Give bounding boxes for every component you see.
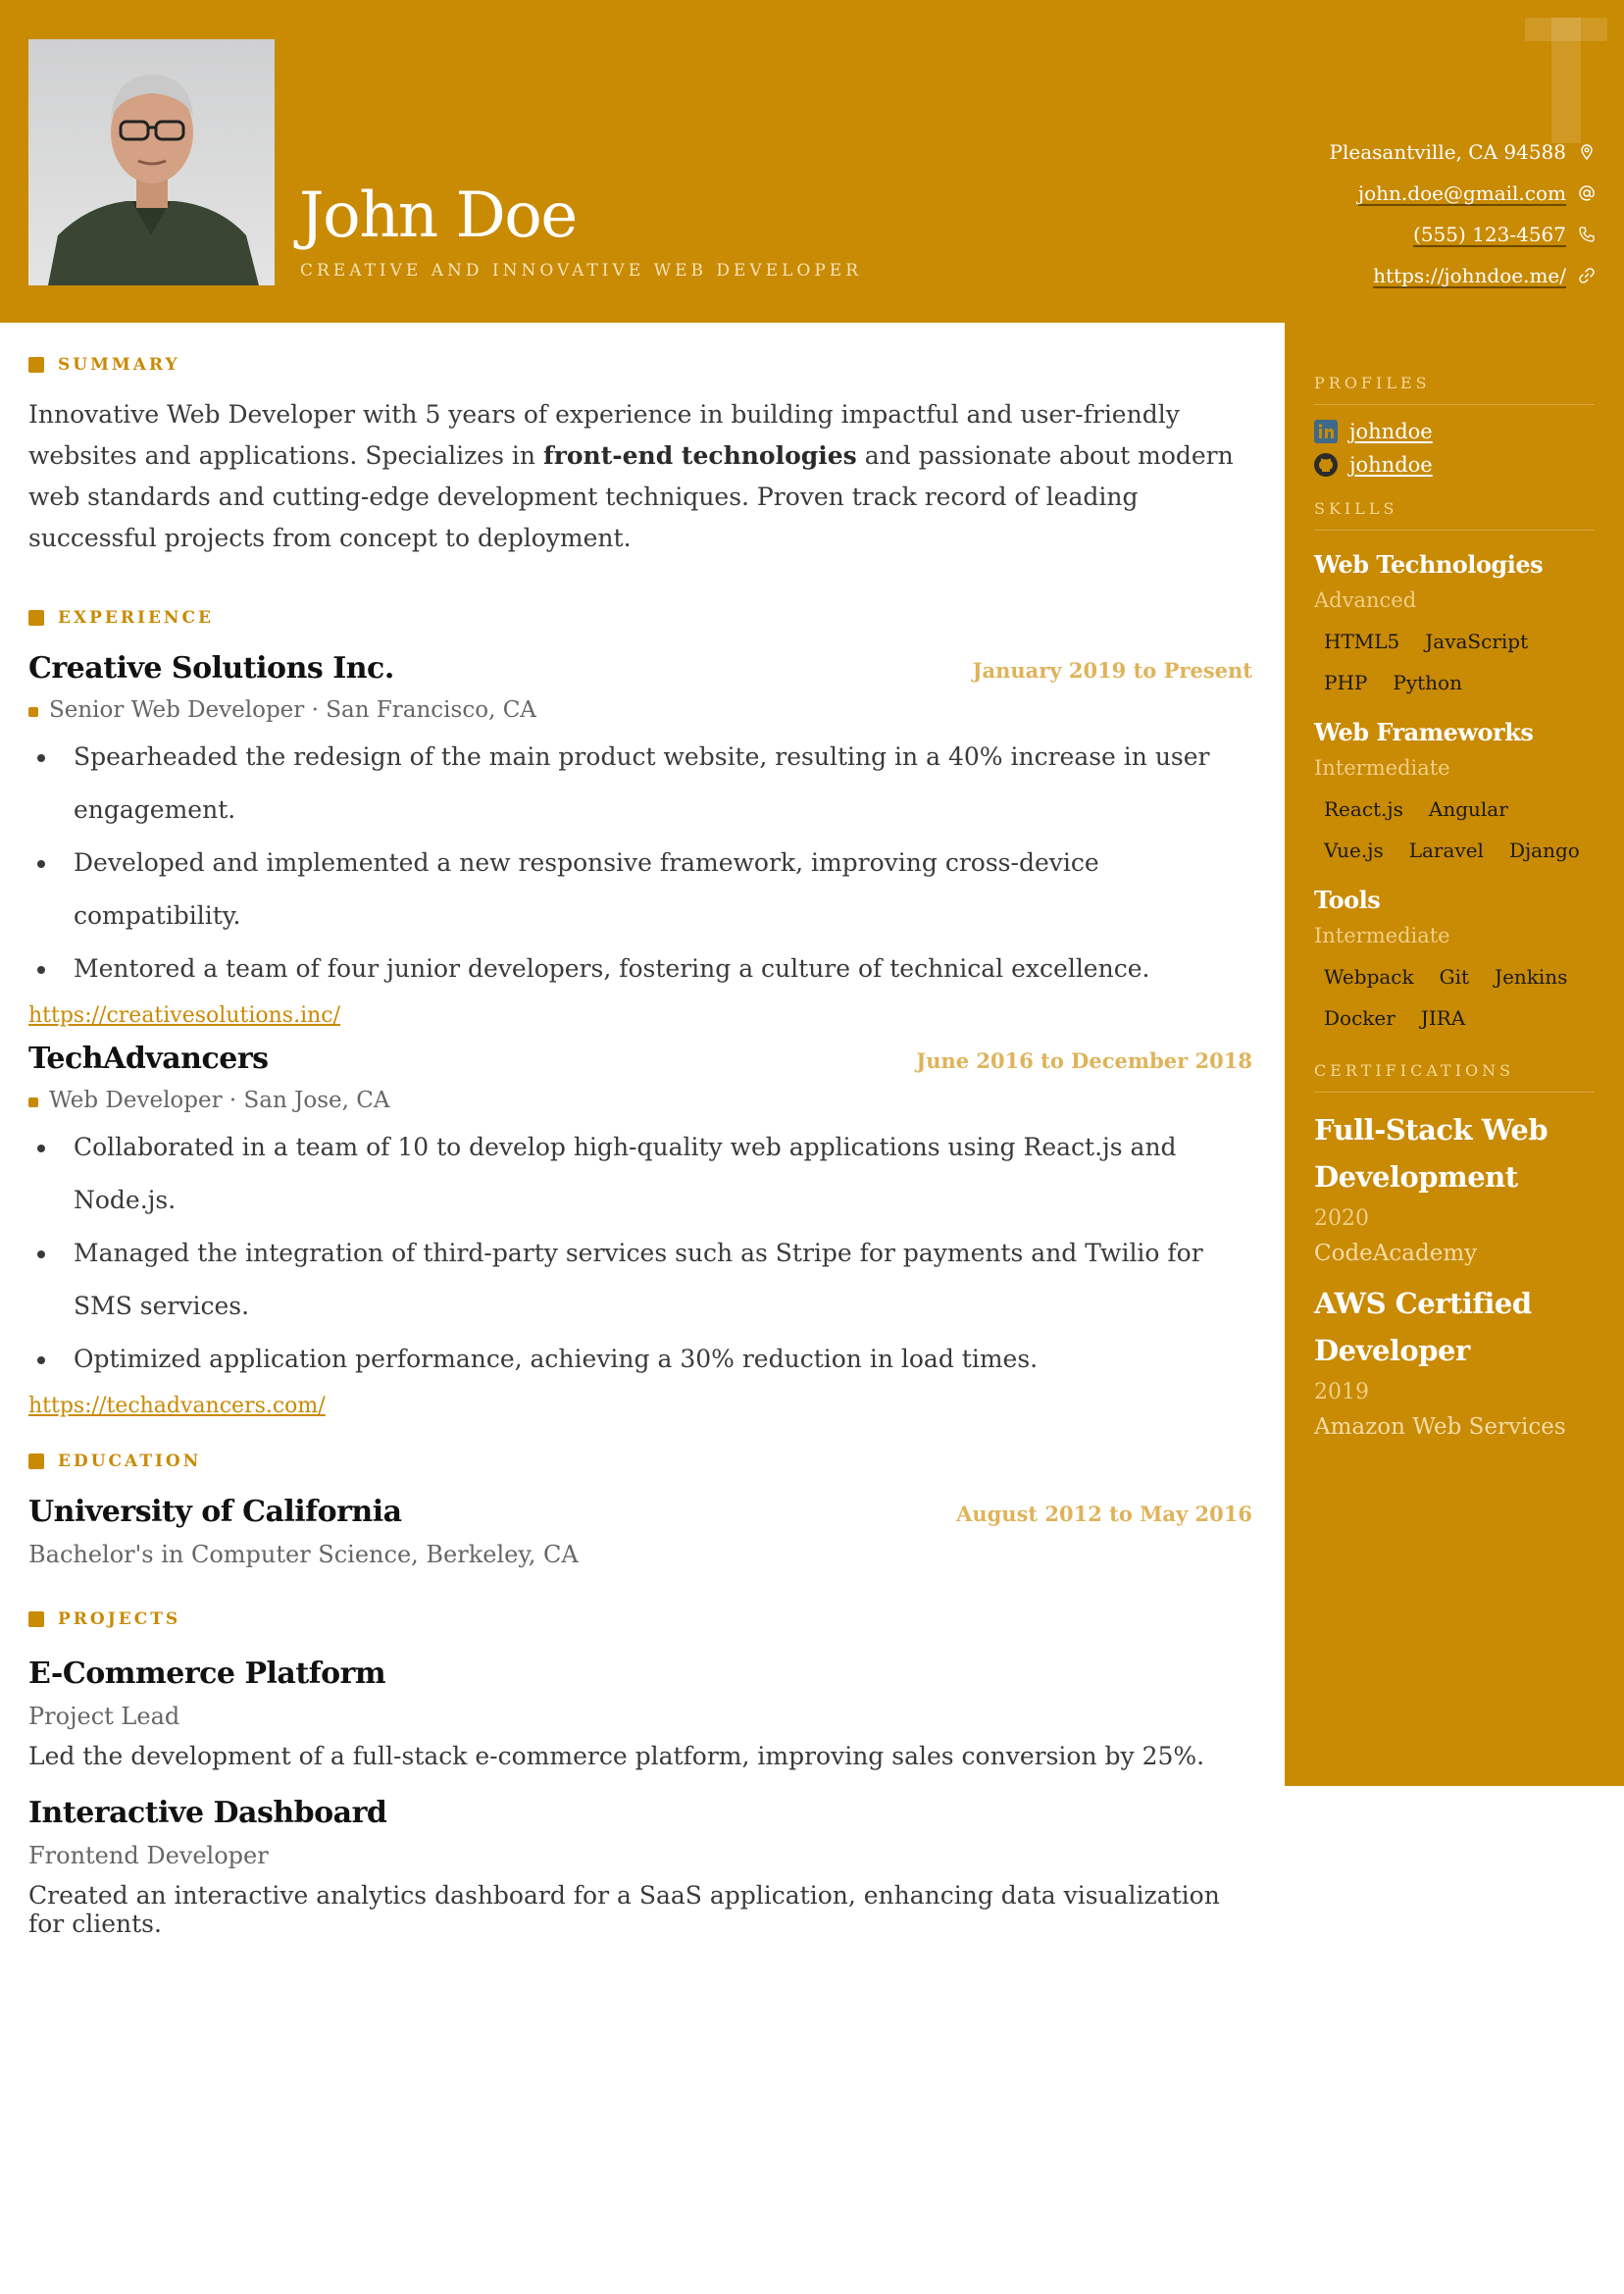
skills-section bbox=[1314, 499, 1595, 1040]
skill-name: Web Technologies bbox=[1314, 550, 1544, 579]
summary-heading bbox=[28, 345, 1252, 384]
contact-website bbox=[1243, 255, 1596, 296]
sidebar bbox=[1285, 323, 1624, 1786]
section-title: PROFILES bbox=[1314, 374, 1595, 405]
linkedin-icon bbox=[1314, 420, 1338, 443]
section-title: EDUCATION bbox=[58, 1452, 202, 1471]
keyword-chip: Docker bbox=[1324, 1006, 1396, 1030]
section-square-icon bbox=[28, 610, 44, 626]
github-username-link[interactable]: johndoe bbox=[1349, 453, 1433, 477]
skill-group bbox=[1314, 718, 1595, 872]
section-title: SKILLS bbox=[1314, 499, 1595, 531]
section-square-icon bbox=[28, 1453, 44, 1469]
bullet-square-icon bbox=[28, 1097, 38, 1107]
skill-group bbox=[1314, 550, 1595, 704]
map-pin-icon bbox=[1578, 143, 1596, 161]
header-banner bbox=[0, 0, 1624, 323]
list-item: Collaborated in a team of 10 to develop high-quality web applications using React.js and Node.js. bbox=[28, 1121, 1252, 1227]
summary-text: Innovative Web Developer with 5 years of experience in building impactful and user-friendly websites and applications. Specializes in front-end technologies and passionate about modern web standards and cutting-edge development techniques. Proven track record of leading successful projects from concept to deployment. bbox=[28, 400, 1234, 552]
github-icon bbox=[1314, 453, 1338, 477]
project-description: Created an interactive analytics dashboard for a SaaS application, enhancing data visualization for clients. bbox=[28, 1881, 1220, 1938]
education-date: August 2012 to May 2016 bbox=[956, 1502, 1252, 1526]
project-role: Frontend Developer bbox=[28, 1842, 269, 1869]
contact-location bbox=[1243, 131, 1596, 173]
contact-phone bbox=[1243, 214, 1596, 255]
skill-name: Tools bbox=[1314, 886, 1381, 914]
projects-heading bbox=[28, 1600, 1252, 1639]
link-icon bbox=[1578, 267, 1596, 284]
keyword-chip: Webpack bbox=[1324, 965, 1414, 989]
keyword-chip: JavaScript bbox=[1425, 630, 1529, 653]
job-date: June 2016 to December 2018 bbox=[916, 1048, 1252, 1073]
summary-section bbox=[28, 345, 1252, 559]
list-item: Spearheaded the redesign of the main product website, resulting in a 40% increase in user engagement. bbox=[28, 731, 1252, 837]
skill-keywords bbox=[1312, 790, 1595, 872]
job-position: Web Developer · San Jose, CA bbox=[28, 1088, 1252, 1113]
project-description: Led the development of a full-stack e-commerce platform, improving sales conversion by 25%. bbox=[28, 1742, 1205, 1770]
section-title: CERTIFICATIONS bbox=[1314, 1061, 1595, 1093]
project-item bbox=[28, 1657, 1252, 1770]
company-url-link[interactable]: https://creativesolutions.inc/ bbox=[28, 1003, 341, 1028]
keyword-chip: Laravel bbox=[1408, 839, 1484, 862]
list-item: Optimized application performance, achieving a 30% reduction in load times. bbox=[28, 1333, 1252, 1386]
candidate-headline: CREATIVE AND INNOVATIVE WEB DEVELOPER bbox=[300, 261, 862, 280]
keyword-chip: Angular bbox=[1428, 797, 1508, 821]
profile-github bbox=[1314, 448, 1595, 482]
certification-name: Full-Stack Web Development bbox=[1314, 1113, 1548, 1194]
experience-item bbox=[28, 651, 1252, 1028]
section-title: EXPERIENCE bbox=[58, 608, 214, 628]
skill-level: Advanced bbox=[1314, 588, 1417, 612]
certifications-section bbox=[1314, 1061, 1595, 1440]
skill-name: Web Frameworks bbox=[1314, 718, 1534, 746]
decorative-letter-t bbox=[1525, 18, 1607, 143]
certification-date: 2020 bbox=[1314, 1206, 1369, 1231]
project-name: E-Commerce Platform bbox=[28, 1657, 386, 1691]
education-section bbox=[28, 1442, 1252, 1568]
project-role: Project Lead bbox=[28, 1703, 180, 1730]
experience-item bbox=[28, 1042, 1252, 1418]
candidate-name: John Doe bbox=[299, 179, 577, 252]
project-name: Interactive Dashboard bbox=[28, 1796, 387, 1830]
phone-icon bbox=[1578, 226, 1596, 243]
education-item bbox=[28, 1495, 1252, 1568]
job-highlights bbox=[28, 1121, 1252, 1386]
certification-item bbox=[1314, 1106, 1595, 1266]
job-position: Senior Web Developer · San Francisco, CA bbox=[28, 697, 1252, 723]
contact-info bbox=[1243, 131, 1596, 296]
certification-date: 2019 bbox=[1314, 1380, 1369, 1404]
projects-section bbox=[28, 1600, 1252, 1938]
certification-name: AWS Certified Developer bbox=[1314, 1287, 1532, 1367]
keyword-chip: PHP bbox=[1324, 671, 1368, 694]
skill-keywords bbox=[1312, 622, 1595, 704]
keyword-chip: JIRA bbox=[1420, 1006, 1466, 1030]
email-link[interactable]: john.doe@gmail.com bbox=[1357, 181, 1566, 205]
company-name: Creative Solutions Inc. bbox=[28, 651, 394, 686]
institution-name: University of California bbox=[28, 1495, 402, 1529]
company-name: TechAdvancers bbox=[28, 1042, 269, 1076]
experience-section bbox=[28, 598, 1252, 1418]
keyword-chip: HTML5 bbox=[1324, 630, 1400, 653]
main-column bbox=[28, 345, 1252, 1938]
job-date: January 2019 to Present bbox=[972, 658, 1252, 683]
skill-group bbox=[1314, 886, 1595, 1040]
experience-heading bbox=[28, 598, 1252, 637]
skill-level: Intermediate bbox=[1314, 756, 1450, 780]
section-title: PROJECTS bbox=[58, 1609, 181, 1629]
skill-level: Intermediate bbox=[1314, 924, 1450, 947]
skill-keywords bbox=[1312, 957, 1595, 1040]
list-item: Managed the integration of third-party services such as Stripe for payments and Twilio for SMS services. bbox=[28, 1227, 1252, 1333]
keyword-chip: Vue.js bbox=[1324, 839, 1384, 862]
phone-link[interactable]: (555) 123-4567 bbox=[1413, 223, 1566, 246]
section-square-icon bbox=[28, 357, 44, 373]
keyword-chip: Jenkins bbox=[1495, 965, 1568, 989]
linkedin-username-link[interactable]: johndoe bbox=[1349, 420, 1433, 443]
company-url-link[interactable]: https://techadvancers.com/ bbox=[28, 1394, 326, 1418]
bullet-square-icon bbox=[28, 707, 38, 717]
job-highlights bbox=[28, 731, 1252, 995]
keyword-chip: Git bbox=[1439, 965, 1470, 989]
education-heading bbox=[28, 1442, 1252, 1481]
project-item bbox=[28, 1796, 1252, 1938]
profile-photo bbox=[28, 39, 275, 285]
keyword-chip: Django bbox=[1508, 839, 1580, 862]
education-detail: Bachelor's in Computer Science, Berkeley, CA bbox=[28, 1541, 579, 1568]
list-item: Mentored a team of four junior developers, fostering a culture of technical excellence. bbox=[28, 943, 1252, 995]
profile-linkedin bbox=[1314, 415, 1595, 448]
website-link[interactable]: https://johndoe.me/ bbox=[1373, 264, 1566, 287]
contact-email bbox=[1243, 173, 1596, 214]
section-title: SUMMARY bbox=[58, 355, 180, 375]
certification-item bbox=[1314, 1280, 1595, 1440]
keyword-chip: React.js bbox=[1324, 797, 1403, 821]
keyword-chip: Python bbox=[1393, 671, 1462, 694]
at-sign-icon bbox=[1578, 184, 1596, 202]
summary-bold: front-end technologies bbox=[542, 441, 857, 470]
list-item: Developed and implemented a new responsive framework, improving cross-device compatibility. bbox=[28, 837, 1252, 943]
certification-issuer: Amazon Web Services bbox=[1314, 1414, 1566, 1440]
location-text: Pleasantville, CA 94588 bbox=[1329, 140, 1566, 164]
certification-issuer: CodeAcademy bbox=[1314, 1241, 1478, 1266]
section-square-icon bbox=[28, 1611, 44, 1627]
profiles-section bbox=[1314, 374, 1595, 482]
